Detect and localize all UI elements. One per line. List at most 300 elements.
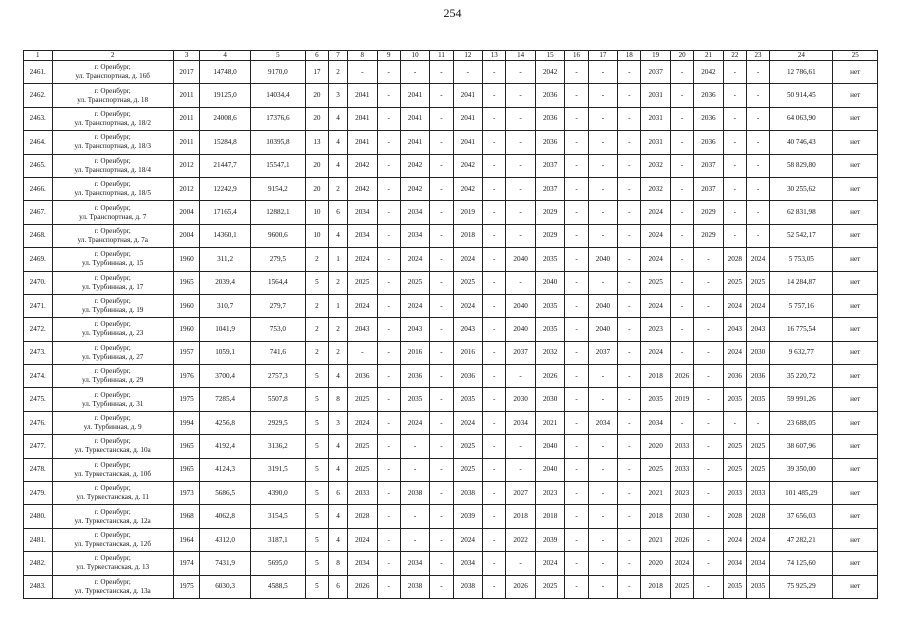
column-header: 10 [400,51,430,61]
table-cell: - [506,552,536,575]
table-row [24,177,878,200]
cost-cell: 101 485,29 [770,482,833,505]
table-cell: - [430,294,453,317]
table-cell: 2032 [641,177,671,200]
table-cell: 2024 [746,248,769,271]
address-city: г. Оренбург, [94,273,131,282]
table-cell: 1975 [173,575,199,598]
table-cell: 5 [305,458,328,481]
address-city: г. Оренбург, [94,460,131,469]
table-cell: - [694,435,724,458]
table-cell: 12882,1 [250,201,305,224]
table-cell: 2025 [453,458,483,481]
table-cell: 2035 [746,575,769,598]
table-cell: 2042 [453,177,483,200]
table-cell: 2041 [400,107,430,130]
table-cell: 2 [305,318,328,341]
table-cell: - [588,201,618,224]
table-cell: - [565,318,588,341]
table-row [24,482,878,505]
table-cell: 6 [329,201,348,224]
table-cell: 2021 [641,482,671,505]
table-cell: - [483,341,506,364]
table-cell: 2041 [348,131,378,154]
table-cell: - [377,318,400,341]
table-cell: - [430,177,453,200]
table-cell: 1976 [173,365,199,388]
table-cell: 2024 [746,294,769,317]
table-cell: 21447,7 [200,154,251,177]
table-cell: 2018 [641,505,671,528]
column-header: 21 [694,51,724,61]
table-cell: 1994 [173,411,199,434]
table-cell: - [377,411,400,434]
table-cell: - [377,201,400,224]
table-row [24,248,878,271]
table-cell: - [694,528,724,551]
table-cell: 2036 [694,131,724,154]
address-street: ул. Турбинная, д. 19 [81,306,144,315]
address-cell [52,294,173,317]
table-cell: 20 [305,84,328,107]
table-cell: - [348,61,378,84]
table-cell: 1 [329,294,348,317]
table-cell: 2040 [506,294,536,317]
flag-cell: нет [833,154,878,177]
table-cell: 2024 [535,552,565,575]
table-cell: 2024 [670,552,693,575]
table-cell: 2025 [348,388,378,411]
cost-cell: 52 542,17 [770,224,833,247]
address-cell [52,201,173,224]
table-cell: 2043 [453,318,483,341]
table-cell: 753,0 [250,318,305,341]
table-cell: 8 [329,388,348,411]
table-cell: - [618,154,641,177]
table-cell: - [565,201,588,224]
table-cell: 2025 [348,271,378,294]
address-city: г. Оренбург, [94,531,131,539]
table-cell: 279,5 [250,248,305,271]
row-number-cell: 2478. [24,458,53,481]
table-cell: - [348,341,378,364]
table-cell: 2028 [723,248,746,271]
address-city: г. Оренбург, [94,343,131,352]
table-cell: 2040 [506,318,536,341]
cost-cell: 9 632,77 [770,341,833,364]
address-city: г. Оренбург, [94,320,131,329]
table-cell: - [430,411,453,434]
address-cell [52,131,173,154]
address-city: г. Оренбург, [94,226,131,235]
column-header: 6 [305,51,328,61]
table-cell: - [400,505,430,528]
table-cell: - [694,318,724,341]
flag-cell: нет [833,341,878,364]
table-cell: 5 [305,528,328,551]
table-cell: - [670,201,693,224]
table-cell: - [588,271,618,294]
table-cell: 2034 [400,224,430,247]
table-cell: - [483,458,506,481]
table-cell: 2024 [641,294,671,317]
table-cell: 2038 [453,575,483,598]
table-cell: - [588,552,618,575]
row-number-cell: 2469. [24,248,53,271]
table-cell: 2036 [453,365,483,388]
table-cell: 2035 [641,388,671,411]
table-cell: - [453,61,483,84]
table-cell: - [618,388,641,411]
flag-cell: нет [833,271,878,294]
address-street: ул. Турбинная, д. 17 [81,282,144,291]
address-cell [52,61,173,84]
table-cell: 1960 [173,248,199,271]
address-city: г. Оренбург, [94,484,131,493]
table-cell: - [565,248,588,271]
table-cell: 2020 [641,552,671,575]
address-cell [52,107,173,130]
column-number-row [24,51,878,61]
table-cell: 2757,3 [250,365,305,388]
table-cell: 2042 [348,177,378,200]
column-header: 12 [453,51,483,61]
table-cell: - [723,224,746,247]
address-cell [52,224,173,247]
table-cell: 2024 [348,294,378,317]
column-header: 18 [618,51,641,61]
table-cell: 2 [329,271,348,294]
table-cell: 2024 [641,224,671,247]
row-number-cell: 2471. [24,294,53,317]
table-cell: 10395,8 [250,131,305,154]
table-cell: 2043 [746,318,769,341]
row-number-cell: 2482. [24,552,53,575]
table-cell: 2031 [641,107,671,130]
table-cell: 2025 [400,271,430,294]
table-cell: 2034 [348,201,378,224]
address-street: ул. Турбинная, д. 15 [81,259,144,268]
table-cell: 2004 [173,224,199,247]
table-cell: 2040 [506,248,536,271]
table-cell: - [565,84,588,107]
table-cell: 2034 [506,411,536,434]
table-cell: - [746,131,769,154]
table-cell: 4 [329,154,348,177]
table-cell: - [506,107,536,130]
table-cell: 1960 [173,294,199,317]
table-cell: - [506,365,536,388]
address-cell [52,575,173,598]
table-cell: 1564,4 [250,271,305,294]
row-number-cell: 2463. [24,107,53,130]
table-cell: 2040 [535,271,565,294]
address-city: г. Оренбург, [94,577,131,586]
cost-cell: 64 063,90 [770,107,833,130]
table-cell: - [618,61,641,84]
table-cell: 2011 [173,84,199,107]
table-cell: 2028 [723,505,746,528]
table-cell: 2026 [506,575,536,598]
table-cell: - [723,177,746,200]
table-cell: 6 [329,575,348,598]
table-cell: 2 [305,248,328,271]
table-cell: 4 [329,505,348,528]
table-cell: 1957 [173,341,199,364]
flag-cell: нет [833,224,878,247]
table-cell: - [588,458,618,481]
table-cell: 5 [305,411,328,434]
table-cell: 2025 [641,271,671,294]
table-cell: 2030 [535,388,565,411]
row-number-cell: 2474. [24,365,53,388]
table-cell: - [565,482,588,505]
table-cell: - [694,552,724,575]
table-cell: 2034 [723,552,746,575]
table-cell: 279,7 [250,294,305,317]
address-street: ул. Турбинная, д. 9 [83,423,142,432]
table-cell: - [723,107,746,130]
table-cell: 2019 [670,388,693,411]
table-cell: - [588,131,618,154]
table-cell: 2028 [746,505,769,528]
table-cell: 2040 [588,294,618,317]
flag-cell: нет [833,411,878,434]
table-cell: - [565,575,588,598]
table-row [24,201,878,224]
table-cell: - [618,435,641,458]
table-cell: 2024 [746,528,769,551]
table-cell: 2039,4 [200,271,251,294]
table-cell: - [588,365,618,388]
table-cell: 2024 [453,528,483,551]
table-cell: - [670,84,693,107]
table-cell: 2040 [588,248,618,271]
table-cell: - [670,154,693,177]
row-number-cell: 2461. [24,61,53,84]
table-cell: 2025 [670,575,693,598]
address-city: г. Оренбург, [94,507,131,516]
table-cell: 2025 [641,458,671,481]
table-cell: - [746,61,769,84]
table-cell: - [618,201,641,224]
table-cell: 2025 [723,271,746,294]
address-city: г. Оренбург, [94,437,131,446]
address-city: г. Оренбург, [94,133,131,142]
table-cell: 2035 [400,388,430,411]
table-row [24,107,878,130]
table-cell: - [588,482,618,505]
table-cell: 2025 [348,435,378,458]
table-row [24,388,878,411]
address-cell [52,505,173,528]
address-street: ул. Транспортная, д. 18 [77,95,149,104]
table-cell: - [588,224,618,247]
table-cell: 2018 [506,505,536,528]
table-cell: - [377,84,400,107]
table-cell: - [723,154,746,177]
table-cell: 4 [329,224,348,247]
table-cell: - [694,294,724,317]
table-cell: 2036 [746,365,769,388]
table-cell: 5 [305,482,328,505]
table-cell: 2029 [694,201,724,224]
row-number-cell: 2476. [24,411,53,434]
table-cell: - [565,154,588,177]
table-cell: - [670,107,693,130]
table-cell: 2024 [400,248,430,271]
table-cell: 5 [305,552,328,575]
table-cell: - [506,177,536,200]
table-cell: - [430,435,453,458]
address-cell [52,154,173,177]
row-number-cell: 2473. [24,341,53,364]
table-cell: 2035 [723,575,746,598]
address-cell [52,458,173,481]
address-city: г. Оренбург, [94,414,131,423]
table-cell: - [430,505,453,528]
table-cell: - [483,575,506,598]
table-cell: 2016 [453,341,483,364]
table-row [24,131,878,154]
table-cell: 9600,6 [250,224,305,247]
table-cell: 10 [305,224,328,247]
table-cell: - [430,341,453,364]
table-cell: 2024 [723,341,746,364]
table-cell: - [618,131,641,154]
table-cell: 2 [329,177,348,200]
table-cell: 2042 [400,154,430,177]
table-cell: 14748,0 [200,61,251,84]
table-cell: - [670,224,693,247]
address-cell [52,365,173,388]
table-cell: - [746,107,769,130]
table-cell: - [618,482,641,505]
address-street: ул. Транспортная, д. 18/3 [74,142,151,151]
table-cell: - [430,365,453,388]
table-cell: - [694,365,724,388]
address-street: ул. Транспортная, д. 18/2 [74,118,151,127]
table-cell: - [483,107,506,130]
column-header: 7 [329,51,348,61]
table-cell: 2929,5 [250,411,305,434]
table-cell: 1059,1 [200,341,251,364]
cost-cell: 75 925,29 [770,575,833,598]
table-cell: - [694,341,724,364]
row-number-cell: 2462. [24,84,53,107]
table-cell: 3 [329,84,348,107]
table-cell: 2025 [453,271,483,294]
table-cell: 2034 [400,552,430,575]
column-header: 20 [670,51,693,61]
table-cell: - [483,84,506,107]
cost-cell: 38 607,96 [770,435,833,458]
flag-cell: нет [833,177,878,200]
table-cell: - [588,154,618,177]
table-cell: 2037 [694,154,724,177]
table-cell: - [618,107,641,130]
table-cell: - [506,458,536,481]
table-cell: - [588,177,618,200]
table-cell: 2041 [348,107,378,130]
table-cell: 17 [305,61,328,84]
table-cell: 2034 [348,224,378,247]
table-cell: - [565,224,588,247]
column-header: 14 [506,51,536,61]
table-cell: 2030 [746,341,769,364]
table-cell: - [430,482,453,505]
address-cell [52,271,173,294]
table-cell: - [377,154,400,177]
table-cell: 5 [305,271,328,294]
table-cell: - [377,271,400,294]
table-row [24,318,878,341]
table-cell: 2021 [641,528,671,551]
table-cell: 4 [329,107,348,130]
table-cell: 3136,2 [250,435,305,458]
table-cell: 2024 [348,411,378,434]
table-cell: - [430,458,453,481]
table-cell: - [723,131,746,154]
table-cell: - [694,388,724,411]
column-header: 24 [770,51,833,61]
table-cell: - [670,341,693,364]
table-cell: 4390,0 [250,482,305,505]
cost-cell: 50 914,45 [770,84,833,107]
table-cell: 2025 [746,271,769,294]
table-cell: 2033 [723,482,746,505]
table-cell: - [483,271,506,294]
table-cell: - [483,294,506,317]
table-cell: - [506,84,536,107]
table-cell: - [723,201,746,224]
table-cell: 2033 [670,435,693,458]
table-cell: - [377,575,400,598]
column-header: 13 [483,51,506,61]
cost-cell: 39 350,00 [770,458,833,481]
table-cell: 3 [329,411,348,434]
table-cell: 13 [305,131,328,154]
table-cell: - [483,131,506,154]
table-cell: - [506,131,536,154]
address-street: ул. Транспортная, д. 16б [75,72,150,81]
table-cell: 311,2 [200,248,251,271]
table-cell: 310,7 [200,294,251,317]
table-cell: - [565,365,588,388]
table-cell: 4062,8 [200,505,251,528]
table-cell: 2 [329,318,348,341]
column-header: 2 [52,51,173,61]
table-cell: - [565,505,588,528]
cost-cell: 47 282,21 [770,528,833,551]
table-cell: 2031 [641,84,671,107]
table-cell: 2036 [535,84,565,107]
column-header: 11 [430,51,453,61]
table-cell: 4 [329,435,348,458]
table-cell: 2011 [173,107,199,130]
table-cell: - [694,482,724,505]
table-cell: - [670,411,693,434]
table-cell: - [723,84,746,107]
table-cell: 2 [329,341,348,364]
table-cell: 2034 [588,411,618,434]
table-row [24,84,878,107]
table-cell: 4 [329,365,348,388]
table-cell: 2032 [641,154,671,177]
cost-cell: 35 220,72 [770,365,833,388]
table-cell: 5 [305,505,328,528]
table-cell: 2023 [641,318,671,341]
